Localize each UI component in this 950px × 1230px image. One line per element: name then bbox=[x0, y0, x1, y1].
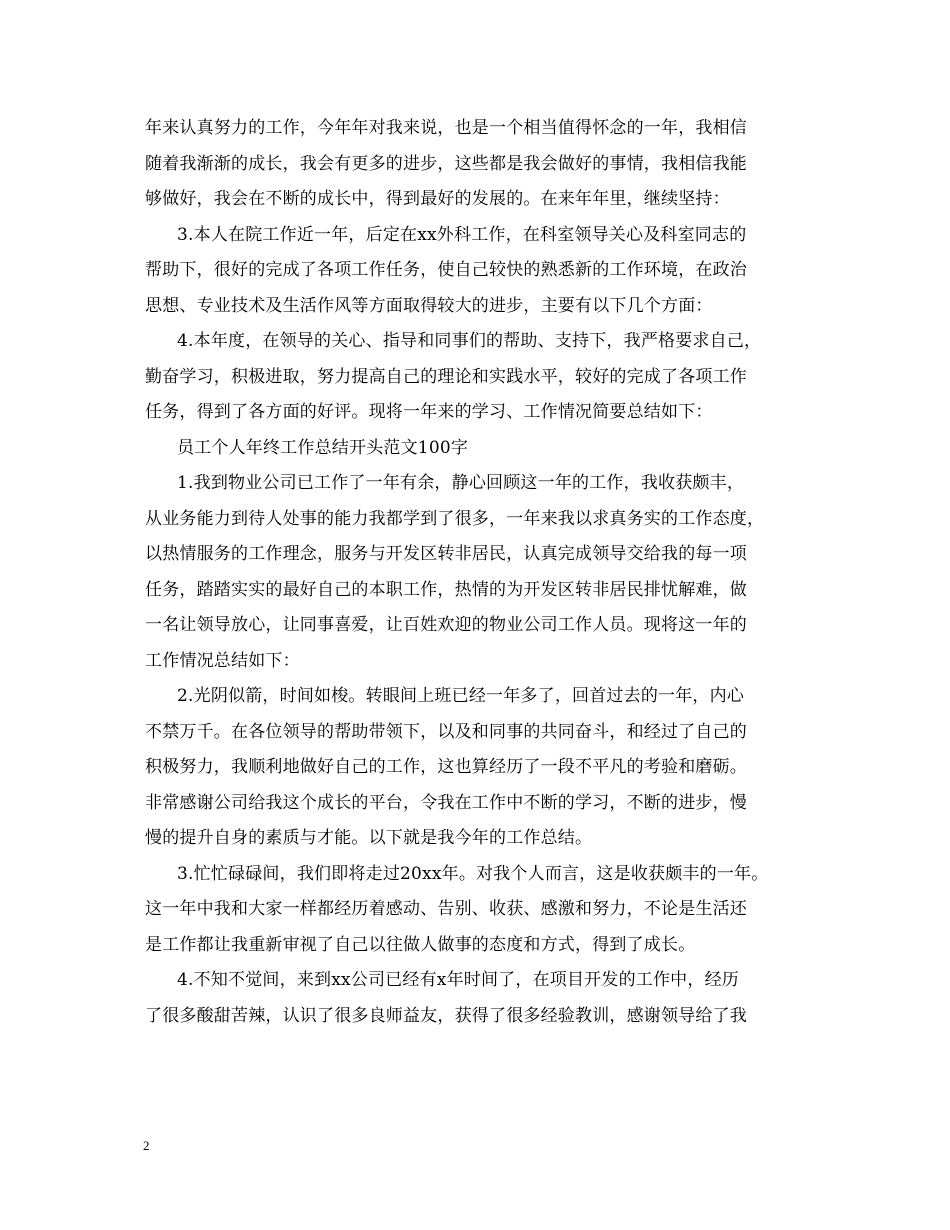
text-line: 年来认真努力的工作，今年年对我来说，也是一个相当值得怀念的一年，我相信 bbox=[145, 118, 747, 138]
text-line: 2.光阴似箭，时间如梭。转眼间上班已经一年多了，回首过去的一年，内心 bbox=[177, 686, 745, 706]
text-line: 慢的提升自身的素质与才能。以下就是我今年的工作总结。 bbox=[145, 828, 593, 848]
text-line: 4.不知不觉间，来到xx公司已经有x年时间了，在项目开发的工作中，经历 bbox=[177, 970, 739, 990]
text-line: 这一年中我和大家一样都经历着感动、告别、收获、感激和努力，不论是生活还 bbox=[145, 899, 747, 919]
text-line: 不禁万千。在各位领导的帮助带领下，以及和同事的共同奋斗，和经过了自己的 bbox=[145, 721, 747, 742]
text-line: 员工个人年终工作总结开头范文100字 bbox=[177, 437, 469, 458]
document-body bbox=[145, 111, 815, 1034]
text-line: 从业务能力到待人处事的能力我都学到了很多，一年来我以求真务实的工作态度， bbox=[145, 508, 765, 529]
text-line: 工作情况总结如下： bbox=[145, 650, 300, 671]
text-line: 是工作都让我重新审视了自己以往做人做事的态度和方式，得到了成长。 bbox=[145, 934, 696, 955]
page-number: 2 bbox=[143, 1138, 150, 1153]
text-line: 3.忙忙碌碌间，我们即将走过20xx年。对我个人而言，这是收获颇丰的一年。 bbox=[177, 863, 769, 884]
text-line: 勤奋学习，积极进取，努力提高自己的理论和实践水平，较好的完成了各项工作 bbox=[145, 366, 747, 387]
text-line: 非常感谢公司给我这个成长的平台，令我在工作中不断的学习，不断的进步，慢 bbox=[145, 792, 747, 813]
text-line: 任务，踏踏实实的最好自己的本职工作，热情的为开发区转非居民排忧解难，做 bbox=[145, 579, 747, 600]
text-line: 3.本人在院工作近一年，后定在xx外科工作，在科室领导关心及科室同志的 bbox=[177, 224, 747, 245]
text-line: 帮助下，很好的完成了各项工作任务，使自己较快的熟悉新的工作环境，在政治 bbox=[145, 260, 747, 280]
text-line: 4.本年度，在领导的关心、指导和同事们的帮助、支持下，我严格要求自己， bbox=[177, 331, 762, 351]
text-line: 够做好，我会在不断的成长中，得到最好的发展的。在来年年里，继续坚持： bbox=[145, 189, 730, 209]
text-line: 随着我渐渐的成长，我会有更多的进步，这些都是我会做好的事情，我相信我能 bbox=[145, 153, 747, 174]
text-line: 以热情服务的工作理念，服务与开发区转非居民，认真完成领导交给我的每一项 bbox=[145, 544, 747, 564]
text-line: 了很多酸甜苦辣，认识了很多良师益友，获得了很多经验教训，感谢领导给了我 bbox=[145, 1005, 747, 1026]
text-line: 思想、专业技术及生活作风等方面取得较大的进步，主要有以下几个方面： bbox=[145, 295, 713, 316]
text-line: 任务，得到了各方面的好评。现将一年来的学习、工作情况简要总结如下： bbox=[145, 402, 713, 422]
text-line: 1.我到物业公司已工作了一年有余，静心回顾这一年的工作，我收获颇丰， bbox=[177, 473, 745, 493]
text-line: 一名让领导放心，让同事喜爱，让百姓欢迎的物业公司工作人员。现将这一年的 bbox=[145, 615, 747, 635]
text-line: 积极努力，我顺利地做好自己的工作，这也算经历了一段不平凡的考验和磨砺。 bbox=[145, 757, 747, 777]
